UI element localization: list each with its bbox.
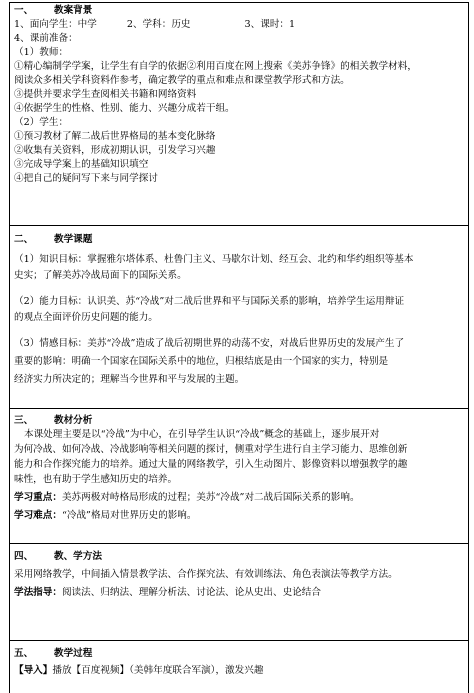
section-methods [10, 544, 468, 641]
section-title: 教、学方法 [54, 551, 102, 562]
text-line: ①精心编制学学案，让学生有自学的依据②利用百度在网上搜索《美苏争锋》的相关教学材料， [14, 61, 417, 72]
section-heading: 三、 教材分析 [14, 415, 93, 426]
section-title: 教学课题 [54, 234, 93, 245]
text-line: （2）学生： [14, 117, 69, 128]
text-line: ①预习教材了解二战后世界格局的基本变化脉络 [14, 131, 216, 142]
text-line: （2）能力目标：认识美、苏“冷战”对二战后世界和平与国际关系的影响，培养学生运用辩证 [14, 296, 405, 307]
text-line: 的观点全面评价历史问题的能力。 [14, 312, 158, 323]
section-process [10, 641, 468, 693]
section-background [10, 2, 468, 226]
text-line: 味性，也有助于学生感知历史的培养。 [14, 474, 178, 485]
text-line: （1）教师： [14, 47, 69, 58]
lesson-plan-document [9, 2, 469, 693]
difficulty-row: 学习难点：“冷战”格局对世界历史的影响。 [14, 510, 197, 521]
text-line: 能力和合作探究能力的培养。通过大量的网络教学，引入生动图片、影像资料以增强教学的趣 [14, 459, 408, 470]
section-heading: 二、 教学课题 [14, 234, 93, 245]
text-line: ③完成导学案上的基础知识填空 [14, 159, 149, 170]
section-heading: 四、 教、学方法 [14, 551, 102, 562]
key-point-row: 学习重点：美苏两极对峙格局形成的过程；美苏“冷战”对二战后国际关系的影响。 [14, 492, 360, 503]
text-line: 阅读众多相关学科资料作参考，确定教学的重点和难点和课堂教学形式和方法。 [14, 75, 350, 86]
text-line: 采用网络教学，中间插入情景教学法、合作探究法、有效训练法、角色表演法等教学方法。 [14, 569, 398, 580]
text-line: （1）知识目标：掌握雅尔塔体系、杜鲁门主义、马歇尔计划、经互会、北约和华约组织等基本 [14, 254, 414, 265]
text-line: 经济实力所决定的；理解当今世界和平与发展的主题。 [14, 374, 245, 385]
text-line: ③提供并要求学生查阅相关书籍和网络资料 [14, 89, 197, 100]
section-title: 教材分析 [54, 415, 93, 426]
text-line: 4、课前准备： [14, 33, 78, 44]
section-title: 教案背景 [54, 5, 93, 16]
text-line: 本课处理主要是以“冷战”为中心，在引导学生认识“冷战”概念的基础上，逐步展开对 [24, 429, 380, 440]
text-line: ②收集有关资料，形成初期认识，引发学习兴趣 [14, 145, 216, 156]
text-line: 为何冷战、如何冷战、冷战影响等相关问题的探讨，侧重对学生进行自主学习能力、思维创新 [14, 444, 408, 455]
intro-row: 【导入】播放【百度视频】（美韩年度联合军演），激发兴趣 [14, 665, 264, 676]
text-line: 重要的影响：明确一个国家在国际关系中的地位，归根结底是由一个国家的实力，特别是 [14, 356, 389, 367]
section-objectives [10, 226, 468, 409]
section-material-analysis [10, 409, 468, 544]
section-title: 教学过程 [54, 648, 93, 659]
course-info-row: 1、面向学生：中学 2、学科：历史 3、课时：1 [14, 19, 296, 30]
study-guidance-row: 学法指导：阅读法、归纳法、理解分析法、讨论法、论从史出、史论结合 [14, 587, 321, 598]
section-heading: 五、 教学过程 [14, 648, 93, 659]
text-line: ④依据学生的性格、性别、能力、兴趣分成若干组。 [14, 103, 235, 114]
text-line: （3）情感目标：美苏“冷战”造成了战后初期世界的动荡不安，对战后世界历史的发展产生了 [14, 338, 405, 349]
section-heading: 一、 教案背景 [14, 5, 93, 16]
text-line: 史实；了解美苏冷战局面下的国际关系。 [14, 270, 187, 281]
text-line: ④把自己的疑问写下来与同学探讨 [14, 173, 158, 184]
